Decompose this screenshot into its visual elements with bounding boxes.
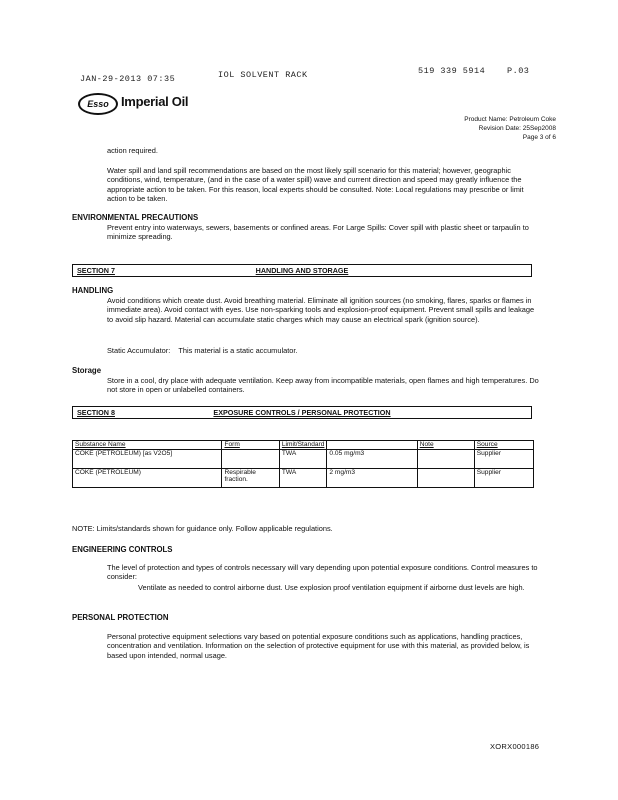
fax-date-time: JAN-29-2013 07:35 xyxy=(80,74,176,84)
revision-date: Revision Date: 25Sep2008 xyxy=(478,125,556,132)
static-accumulator xyxy=(107,346,297,355)
product-name: Product Name: Petroleum Coke xyxy=(464,116,556,123)
col-value xyxy=(327,441,417,450)
col-substance-name: Substance Name xyxy=(73,441,222,450)
water-spill-paragraph: Water spill and land spill recommendations are based on the most likely spill scenario for this material; however, geographic conditions, wind, temperature, (and in the case of a water spill) wave and current direction and speed may greatly influence the appropriate action to be taken. For this reason, local experts should be consulted. Note: Local regulations may prescribe or limit action to be taken. xyxy=(107,166,524,204)
col-limit-standard: Limit/Standard xyxy=(279,441,327,450)
handling-text: Avoid conditions which create dust. Avoid breathing material. Eliminate all ignition sources (no smoking, flares, sparks or flames in immediate area). Avoid contact with eyes. Use non-sparking tools and explosion-proof equipment. Prevent small spills and leakage to avoid slip hazard. Material can accumulate static charges which may cause an electrical spark (ignition source). xyxy=(107,296,535,324)
env-precautions-text: Prevent entry into waterways, sewers, basements or confined areas. For Large Spills: Cover spill with plastic sheet or tarpaulin to minimize spreading. xyxy=(107,223,529,242)
col-form: Form xyxy=(222,441,279,450)
cell-note xyxy=(417,450,474,469)
section-8-title: EXPOSURE CONTROLS / PERSONAL PROTECTION xyxy=(213,408,391,417)
page-number: Page 3 of 6 xyxy=(522,134,556,141)
table-row xyxy=(73,469,534,488)
cell-substance: COKE (PETROLEUM) [as V2O5] xyxy=(73,450,222,469)
cell-form: Respirable fraction. xyxy=(222,469,279,488)
static-text: This material is a static accumulator. xyxy=(178,346,298,355)
section-7-number: SECTION 7 xyxy=(77,266,115,275)
section-8-banner xyxy=(72,406,532,419)
engineering-controls-text: The level of protection and types of controls necessary will vary depending upon potential exposure conditions. Control measures to consider: xyxy=(107,563,538,582)
col-source: Source xyxy=(474,441,533,450)
cell-substance: COKE (PETROLEUM) xyxy=(73,469,222,488)
personal-protection-text: Personal protective equipment selections vary based on potential exposure conditions such as applications, handling practices, concentration and ventilation. Information on the selection of protective equipment for use with this material, as provided below, is based upon intended, normal usage. xyxy=(107,632,530,660)
section-8-number: SECTION 8 xyxy=(77,408,115,417)
cell-limit: TWA xyxy=(279,469,327,488)
company-name: Imperial Oil xyxy=(121,94,189,109)
engineering-controls-heading: ENGINEERING CONTROLS xyxy=(72,545,173,554)
cell-form xyxy=(222,450,279,469)
section-7-banner xyxy=(72,264,532,277)
table-row xyxy=(73,450,534,469)
cell-limit: TWA xyxy=(279,450,327,469)
cell-note xyxy=(417,469,474,488)
engineering-controls-measure: Ventilate as needed to control airborne dust. Use explosion proof ventilation equipment if airborne dust levels are high. xyxy=(138,583,525,592)
exposure-limits-table xyxy=(72,440,534,488)
esso-logo: Esso xyxy=(78,93,118,115)
limits-note: NOTE: Limits/standards shown for guidance only. Follow applicable regulations. xyxy=(72,524,333,533)
table-header-row xyxy=(73,441,534,450)
storage-text: Store in a cool, dry place with adequate ventilation. Keep away from incompatible materials, open flames and high temperatures. Do not store in open or unlabelled containers. xyxy=(107,376,539,395)
cell-value: 0.05 mg/m3 xyxy=(327,450,417,469)
cell-source: Supplier xyxy=(474,450,533,469)
section-7-title: HANDLING AND STORAGE xyxy=(255,266,349,275)
personal-protection-heading: PERSONAL PROTECTION xyxy=(72,613,169,622)
col-note: Note xyxy=(417,441,474,450)
carryover-text: action required. xyxy=(107,146,158,155)
fax-sender: IOL SOLVENT RACK xyxy=(218,70,308,80)
storage-heading: Storage xyxy=(72,366,102,375)
handling-heading: HANDLING xyxy=(72,286,114,295)
cell-value: 2 mg/m3 xyxy=(327,469,417,488)
document-id: XORX000186 xyxy=(490,742,540,751)
fax-page: P.03 xyxy=(507,66,530,76)
env-precautions-heading: ENVIRONMENTAL PRECAUTIONS xyxy=(72,213,199,222)
cell-source: Supplier xyxy=(474,469,533,488)
fax-phone: 519 339 5914 xyxy=(418,66,486,76)
static-label: Static Accumulator: xyxy=(107,346,171,355)
